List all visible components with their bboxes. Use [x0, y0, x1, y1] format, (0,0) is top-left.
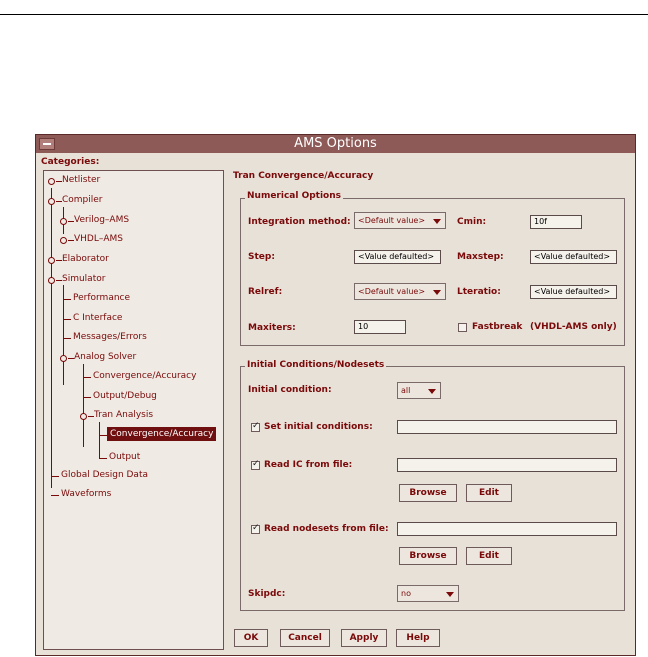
- cancel-button[interactable]: Cancel: [280, 629, 330, 647]
- tree-item-tran-convergence-selected[interactable]: Convergence/Accuracy: [107, 427, 216, 441]
- tree-item-waveforms[interactable]: Waveforms: [61, 489, 112, 499]
- tree-item-performance[interactable]: Performance: [73, 293, 131, 303]
- skipdc-dropdown[interactable]: [397, 585, 459, 602]
- tree-item-tran-analysis[interactable]: Tran Analysis: [94, 410, 154, 420]
- ams-options-window: [35, 134, 636, 656]
- tree-item-simulator[interactable]: Simulator: [62, 274, 106, 284]
- collapse-icon[interactable]: [80, 413, 87, 420]
- tree-item-tran-output[interactable]: Output: [109, 452, 141, 462]
- dropdown-arrow-icon: [446, 592, 454, 597]
- tree-item-analog-solver[interactable]: Analog Solver: [74, 352, 137, 362]
- initial-condition-value: all: [401, 386, 411, 395]
- expand-icon[interactable]: [60, 218, 67, 225]
- ok-button[interactable]: OK: [234, 629, 268, 647]
- cmin-label: Cmin:: [457, 217, 487, 227]
- read-ic-field[interactable]: [397, 458, 617, 472]
- apply-button[interactable]: Apply: [341, 629, 387, 647]
- maxiters-field[interactable]: 10: [354, 320, 406, 334]
- tree-branch: [99, 458, 107, 459]
- tree-line-tran: [99, 422, 100, 459]
- expand-icon[interactable]: [48, 178, 55, 185]
- tree-branch: [83, 397, 91, 398]
- tree-branch: [63, 338, 71, 339]
- tree-line-simulator: [63, 285, 64, 385]
- categories-tree[interactable]: [43, 170, 224, 650]
- maxiters-label: Maxiters:: [248, 323, 296, 333]
- read-ic-label: Read IC from file:: [264, 460, 353, 470]
- tree-item-netlister[interactable]: Netlister: [62, 175, 101, 185]
- browse-ic-button[interactable]: Browse: [399, 484, 457, 502]
- lteratio-field[interactable]: <Value defaulted>: [530, 285, 617, 299]
- integration-method-label: Integration method:: [248, 217, 351, 227]
- set-ic-field[interactable]: [397, 420, 617, 434]
- set-ic-checkbox[interactable]: [251, 423, 260, 432]
- panel-title: Tran Convergence/Accuracy: [233, 171, 374, 181]
- relref-label: Relref:: [248, 287, 283, 297]
- tree-branch: [63, 319, 71, 320]
- relref-dropdown[interactable]: [354, 283, 446, 300]
- maxstep-label: Maxstep:: [457, 252, 504, 262]
- read-ic-checkbox[interactable]: [251, 461, 260, 470]
- dropdown-arrow-icon: [433, 219, 441, 224]
- tree-item-global-design-data[interactable]: Global Design Data: [61, 470, 148, 480]
- step-label: Step:: [248, 252, 275, 262]
- expand-icon[interactable]: [60, 237, 67, 244]
- title-bar[interactable]: [36, 135, 635, 153]
- tree-branch: [51, 495, 59, 496]
- tree-branch: [63, 299, 71, 300]
- initial-condition-dropdown[interactable]: [397, 382, 441, 399]
- cmin-field[interactable]: 10f: [530, 215, 582, 229]
- step-field[interactable]: <Value defaulted>: [354, 250, 441, 264]
- skipdc-value: no: [401, 589, 411, 598]
- dropdown-arrow-icon: [433, 290, 441, 295]
- tree-item-output-debug[interactable]: Output/Debug: [93, 391, 157, 401]
- tree-item-elaborator[interactable]: Elaborator: [62, 254, 109, 264]
- collapse-icon[interactable]: [48, 198, 55, 205]
- tree-item-compiler[interactable]: Compiler: [62, 195, 103, 205]
- integration-method-dropdown[interactable]: [354, 212, 446, 229]
- window-title: AMS Options: [294, 136, 377, 151]
- tree-item-verilog-ams[interactable]: Verilog–AMS: [74, 215, 130, 225]
- tree-item-messages-errors[interactable]: Messages/Errors: [73, 332, 147, 342]
- read-nodesets-field[interactable]: [397, 522, 617, 536]
- tree-branch: [83, 377, 91, 378]
- tree-branch: [51, 476, 59, 477]
- maxstep-field[interactable]: <Value defaulted>: [530, 250, 617, 264]
- edit-nodesets-button[interactable]: Edit: [466, 547, 512, 565]
- set-ic-label: Set initial conditions:: [264, 422, 373, 432]
- fastbreak-label: Fastbreak: [472, 322, 523, 332]
- tree-item-c-interface[interactable]: C Interface: [73, 313, 123, 323]
- fastbreak-checkbox[interactable]: [458, 323, 467, 332]
- skipdc-label: Skipdc:: [248, 589, 286, 599]
- categories-label: Categories:: [41, 157, 100, 167]
- tree-item-vhdl-ams[interactable]: VHDL–AMS: [74, 234, 124, 244]
- read-nodesets-checkbox[interactable]: [251, 525, 260, 534]
- read-nodesets-label: Read nodesets from file:: [264, 524, 389, 534]
- initial-condition-label: Initial condition:: [248, 385, 332, 395]
- tree-branch: [99, 435, 107, 436]
- initial-conditions-title: Initial Conditions/Nodesets: [247, 360, 385, 370]
- relref-value: <Default value>: [358, 287, 426, 296]
- integration-method-value: <Default value>: [358, 216, 426, 225]
- expand-icon[interactable]: [48, 257, 55, 264]
- help-button[interactable]: Help: [396, 629, 440, 647]
- collapse-icon[interactable]: [48, 277, 55, 284]
- page-top-rule: [0, 14, 648, 15]
- tree-item-convergence-accuracy[interactable]: Convergence/Accuracy: [93, 371, 197, 381]
- dropdown-arrow-icon: [428, 389, 436, 394]
- lteratio-label: Lteratio:: [457, 287, 501, 297]
- collapse-icon[interactable]: [60, 355, 67, 362]
- browse-nodesets-button[interactable]: Browse: [399, 547, 457, 565]
- fastbreak-note: (VHDL-AMS only): [530, 322, 617, 332]
- numerical-options-title: Numerical Options: [247, 191, 341, 201]
- tree-line-root: [51, 188, 52, 488]
- edit-ic-button[interactable]: Edit: [466, 484, 512, 502]
